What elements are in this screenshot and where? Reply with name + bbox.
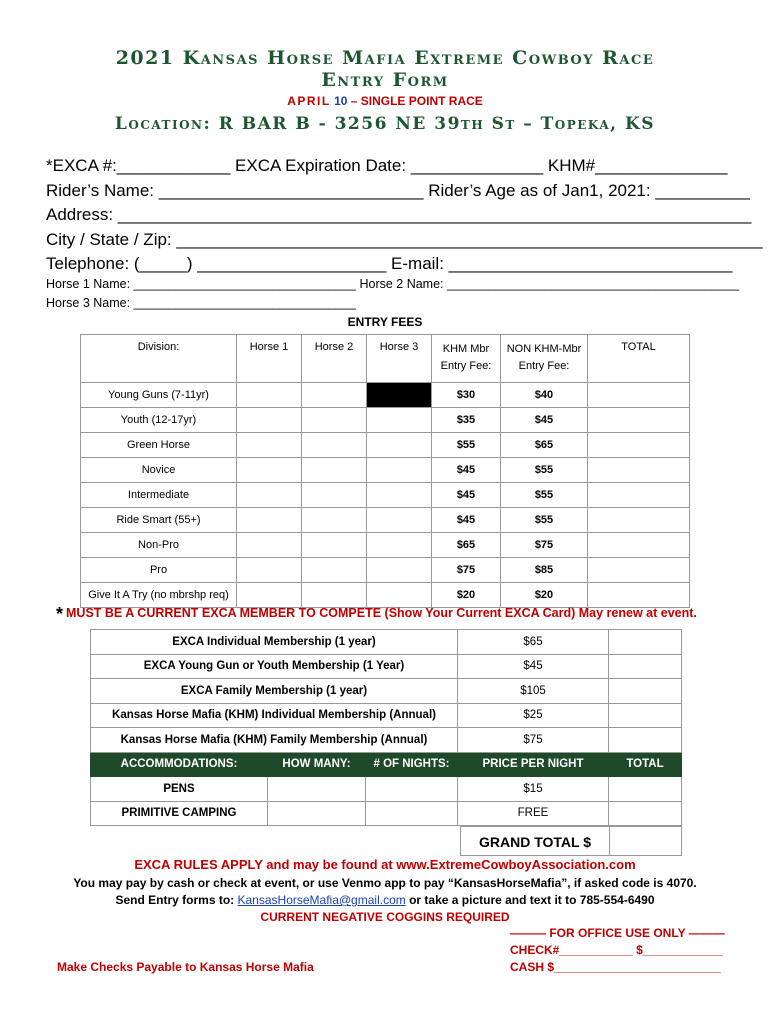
table-row: [81, 433, 690, 458]
total-cell[interactable]: [609, 777, 682, 802]
khm-fee: $75: [432, 558, 501, 583]
khm-fee: $55: [432, 433, 501, 458]
horse-1-cell[interactable]: [237, 458, 302, 483]
horse-1-cell[interactable]: [237, 383, 302, 408]
membership-label: Kansas Horse Mafia (KHM) Individual Membership (Annual): [91, 703, 458, 728]
grand-total-label: GRAND TOTAL $: [460, 826, 610, 856]
horse-2-cell[interactable]: [302, 533, 367, 558]
horse-2-cell[interactable]: [302, 408, 367, 433]
total-header: TOTAL: [588, 335, 690, 383]
total-cell[interactable]: [588, 433, 690, 458]
horse-2-cell[interactable]: [302, 558, 367, 583]
division-label: Ride Smart (55+): [81, 508, 237, 533]
accommodation-price: $15: [458, 777, 609, 802]
non-khm-fee: $55: [501, 458, 588, 483]
race-location: Location: R BAR B - 3256 NE 39th St – Topeka, KS: [114, 114, 656, 134]
non-khm-fee: $85: [501, 558, 588, 583]
horse-3-cell[interactable]: [367, 458, 432, 483]
exca-number-line[interactable]: *EXCA #:____________ EXCA Expiration Date: ______________ KHM#______________: [46, 156, 728, 175]
khm-fee-header: KHM Mbr Entry Fee:: [432, 335, 501, 383]
horse-2-header: Horse 2: [302, 335, 367, 383]
membership-price: $25: [458, 703, 609, 728]
horse-1-cell[interactable]: [237, 508, 302, 533]
nights-header: # OF NIGHTS:: [366, 752, 458, 777]
race-month: APRIL: [287, 94, 331, 108]
horse-3-cell[interactable]: [367, 433, 432, 458]
table-row: [81, 408, 690, 433]
table-row: [91, 654, 682, 679]
send-suffix: or take a picture and text it to 785-554-6490: [405, 893, 655, 907]
total-cell[interactable]: [588, 533, 690, 558]
membership-price: $105: [458, 679, 609, 704]
nights-cell[interactable]: [366, 777, 458, 802]
khm-fee: $45: [432, 458, 501, 483]
total-cell[interactable]: [609, 801, 682, 826]
division-label: Green Horse: [81, 433, 237, 458]
table-row: [91, 728, 682, 753]
address-line[interactable]: Address: ___________________________________________________________________: [46, 205, 752, 224]
table-row: [81, 458, 690, 483]
table-row: [81, 558, 690, 583]
total-cell[interactable]: [609, 728, 682, 753]
division-label: Youth (12-17yr): [81, 408, 237, 433]
khm-fee: $20: [432, 583, 501, 608]
horse-2-cell[interactable]: [302, 508, 367, 533]
division-label: Non-Pro: [81, 533, 237, 558]
office-check-line[interactable]: CHECK#___________ $____________: [510, 943, 723, 957]
entry-fees-title: ENTRY FEES: [347, 315, 423, 329]
total-cell[interactable]: [609, 703, 682, 728]
total-cell[interactable]: [609, 679, 682, 704]
coggins-notice: CURRENT NEGATIVE COGGINS REQUIRED: [260, 910, 510, 924]
accommodations-header-row: [91, 752, 682, 777]
membership-label: EXCA Family Membership (1 year): [91, 679, 458, 704]
horse-3-cell[interactable]: [367, 533, 432, 558]
membership-notice-text: MUST BE A CURRENT EXCA MEMBER TO COMPETE (Show Your Current EXCA Card) May renew at event.: [66, 606, 697, 620]
form-subtitle: Entry Form: [321, 69, 449, 91]
accommodations-header: ACCOMMODATIONS:: [91, 752, 268, 777]
total-cell[interactable]: [588, 408, 690, 433]
entry-fees-header-row: [81, 335, 690, 383]
nights-cell[interactable]: [366, 801, 458, 826]
table-row: [91, 630, 682, 655]
office-cash-line[interactable]: CASH $_________________________: [510, 960, 721, 974]
horse-3-cell[interactable]: [367, 508, 432, 533]
membership-price: $45: [458, 654, 609, 679]
non-khm-fee-header: NON KHM-Mbr Entry Fee:: [501, 335, 588, 383]
accommodations-total-header: TOTAL: [609, 752, 682, 777]
grand-total-cell[interactable]: [609, 826, 682, 856]
total-cell[interactable]: [588, 508, 690, 533]
table-row: [81, 483, 690, 508]
email-link[interactable]: KansasHorseMafia@gmail.com: [237, 893, 406, 907]
khm-fee: $65: [432, 533, 501, 558]
total-cell[interactable]: [588, 458, 690, 483]
membership-label: EXCA Young Gun or Youth Membership (1 Year): [91, 654, 458, 679]
total-cell[interactable]: [588, 558, 690, 583]
non-khm-fee: $45: [501, 408, 588, 433]
membership-notice: [56, 604, 697, 625]
horse-1-cell[interactable]: [237, 533, 302, 558]
division-header: Division:: [81, 335, 237, 383]
race-date: [0, 94, 770, 108]
horse-1-2-name-line[interactable]: Horse 1 Name: ________________________________ Horse 2 Name: __________________________________________: [46, 277, 739, 291]
table-row: [91, 703, 682, 728]
division-label: Intermediate: [81, 483, 237, 508]
rules-notice: EXCA RULES APPLY and may be found at www.ExtremeCowboyAssociation.com: [134, 857, 636, 872]
horse-1-header: Horse 1: [237, 335, 302, 383]
horse-3-cell[interactable]: [367, 558, 432, 583]
horse-3-name-line[interactable]: Horse 3 Name: ________________________________: [46, 296, 356, 310]
non-khm-fee: $75: [501, 533, 588, 558]
payment-instructions: You may pay by cash or check at event, or use Venmo app to pay “KansasHorseMafia”, if asked code is 4070.: [73, 876, 697, 890]
rider-name-line[interactable]: Rider’s Name: ____________________________ Rider’s Age as of Jan1, 2021: __________: [46, 181, 750, 200]
horse-1-cell[interactable]: [237, 408, 302, 433]
khm-fee: $35: [432, 408, 501, 433]
checks-payable-notice: Make Checks Payable to Kansas Horse Mafia: [57, 960, 314, 974]
asterisk-icon: *: [56, 604, 64, 624]
membership-label: Kansas Horse Mafia (KHM) Family Membership (Annual): [91, 728, 458, 753]
table-row: [81, 383, 690, 408]
non-khm-fee: $40: [501, 383, 588, 408]
division-label: Pro: [81, 558, 237, 583]
telephone-email-line[interactable]: Telephone: (_____) ____________________ E-mail: ______________________________: [46, 254, 733, 273]
table-row: [81, 508, 690, 533]
horse-3-cell[interactable]: [367, 408, 432, 433]
non-khm-fee: $20: [501, 583, 588, 608]
table-row: [91, 679, 682, 704]
horse-2-cell[interactable]: [302, 458, 367, 483]
table-row: [91, 801, 682, 826]
office-use-title: ——— FOR OFFICE USE ONLY ———: [510, 926, 725, 940]
non-khm-fee: $55: [501, 483, 588, 508]
division-label: Young Guns (7-11yr): [81, 383, 237, 408]
accommodation-label: PRIMITIVE CAMPING: [91, 801, 268, 826]
horse-1-cell[interactable]: [237, 483, 302, 508]
khm-fee: $45: [432, 483, 501, 508]
total-cell[interactable]: [588, 483, 690, 508]
entry-fees-table: [80, 334, 690, 608]
accommodation-price: FREE: [458, 801, 609, 826]
form-title: 2021 Kansas Horse Mafia Extreme Cowboy Race: [115, 47, 655, 69]
accommodation-label: PENS: [91, 777, 268, 802]
total-cell[interactable]: [609, 654, 682, 679]
membership-price: $65: [458, 630, 609, 655]
division-label: Give It A Try (no mbrshp req): [81, 583, 237, 608]
how-many-cell[interactable]: [268, 777, 366, 802]
horse-3-cell[interactable]: [367, 483, 432, 508]
how-many-header: HOW MANY:: [268, 752, 366, 777]
khm-fee: $30: [432, 383, 501, 408]
horse-3-header: Horse 3: [367, 335, 432, 383]
horse-2-cell[interactable]: [302, 383, 367, 408]
membership-price: $75: [458, 728, 609, 753]
race-type: – SINGLE POINT RACE: [347, 94, 483, 108]
send-prefix: Send Entry forms to:: [115, 893, 238, 907]
horse-1-cell[interactable]: [237, 433, 302, 458]
race-day: 10: [334, 94, 348, 108]
horse-2-cell[interactable]: [302, 483, 367, 508]
horse-2-cell[interactable]: [302, 433, 367, 458]
send-instructions: [0, 893, 770, 907]
how-many-cell[interactable]: [268, 801, 366, 826]
non-khm-fee: $55: [501, 508, 588, 533]
membership-label: EXCA Individual Membership (1 year): [91, 630, 458, 655]
price-per-night-header: PRICE PER NIGHT: [458, 752, 609, 777]
total-cell[interactable]: [588, 383, 690, 408]
division-label: Novice: [81, 458, 237, 483]
table-row: [81, 533, 690, 558]
city-state-zip-line[interactable]: City / State / Zip: ______________________________________________________________: [46, 230, 763, 249]
khm-fee: $45: [432, 508, 501, 533]
non-khm-fee: $65: [501, 433, 588, 458]
membership-table: [90, 629, 682, 826]
horse-3-cell-blocked: [367, 383, 432, 408]
horse-1-cell[interactable]: [237, 558, 302, 583]
total-cell[interactable]: [609, 630, 682, 655]
table-row: [91, 777, 682, 802]
